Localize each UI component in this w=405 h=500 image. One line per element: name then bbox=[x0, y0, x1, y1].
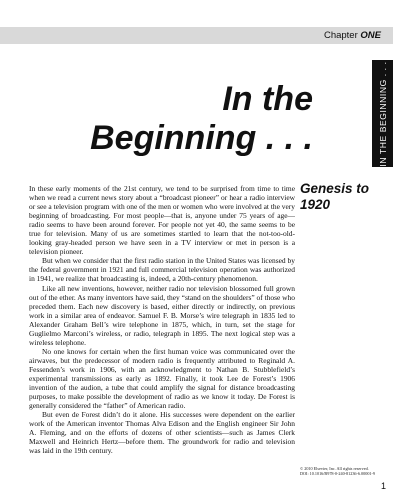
chapter-title bbox=[90, 80, 313, 158]
section-heading-line-1: Genesis to bbox=[300, 181, 370, 196]
chapter-header-bar bbox=[0, 27, 393, 44]
chapter-number: ONE bbox=[360, 30, 381, 41]
section-heading bbox=[300, 181, 370, 213]
running-head-tab bbox=[372, 60, 393, 167]
chapter-title-line-1: In the bbox=[222, 80, 313, 118]
section-heading-line-2: 1920 bbox=[300, 197, 331, 212]
chapter-word: Chapter bbox=[323, 30, 358, 41]
body-paragraph: But even de Forest didn’t do it alone. His successes were dependent on the earlier work of the American inventor Thomas Alva Edison and the English engineer Sir John A. Fleming, and on the efforts of dozens of other scientists—such as James Clerk Maxwell and Heinrich Hertz—before them. The groundwork for radio and television was laid in the 19th century. bbox=[29, 410, 295, 456]
chapter-title-line-2: Beginning . . . bbox=[90, 119, 313, 157]
body-paragraph: No one knows for certain when the first human voice was communicated over the airwaves, but the predecessor of modern radio is frequently attributed to Reginald A. Fessenden’s work in 1906, with an acknowledgment to Nathan B. Stubblefield’s experimental transmissions as early as 1892. Finally, it took Lee de Forest’s 1906 invention of the audion, a tube that could amplify the signal for distance broadcasting purposes, to make possible the development of radio as we know it today. De Forest is generally considered the “father” of American radio. bbox=[29, 346, 295, 411]
page-number: 1 bbox=[381, 481, 387, 491]
chapter-label bbox=[324, 28, 381, 43]
body-paragraph: In these early moments of the 21st century, we tend to be surprised from time to time when we read a current news story about a “broadcast pioneer” or hear a radio interview or see a television program with one of the men or women who were involved at the very beginning of broadcasting. For most people—that is, anyone under 75 years of age—radio seems to have been around forever. For people not yet 40, the same seems to be true for television. Many of us are sometimes startled to learn that the not-too-old-looking gray-headed person we have seen in a TV interview or met in person is a television pioneer. bbox=[29, 184, 295, 257]
body-paragraph: But when we consider that the first radio station in the United States was licensed by the federal government in 1921 and full commercial television operation was authorized in 1941, we realize that broadcasting is, indeed, a 20th-century phenomenon. bbox=[29, 256, 295, 284]
doi-line: DOI: 10.1016/B978-0-240-81236-6.00001-9 bbox=[300, 471, 376, 477]
body-text bbox=[29, 184, 295, 455]
copyright-line: © 2010 Elsevier, Inc. All rights reserved. bbox=[300, 466, 369, 471]
copyright-notice bbox=[300, 466, 395, 477]
body-paragraph: Like all new inventions, however, neither radio nor television blossomed full grown out of the ether. As many inventors have said, they “stand on the shoulders” of those who preceded them. Each new discovery is based, either directly or indirectly, on previous work in a similar area of endeavor. Samuel F. B. Morse’s wire telegraph in 1835 led to Alexander Graham Bell’s wire telephone in 1875, which, in turn, set the stage for Guglielmo Marconi’s wireless, or radio, telegraph in 1895. The next logical step was a wireless telephone. bbox=[29, 283, 295, 347]
running-head-text: IN THE BEGINNING . . . bbox=[377, 60, 388, 167]
